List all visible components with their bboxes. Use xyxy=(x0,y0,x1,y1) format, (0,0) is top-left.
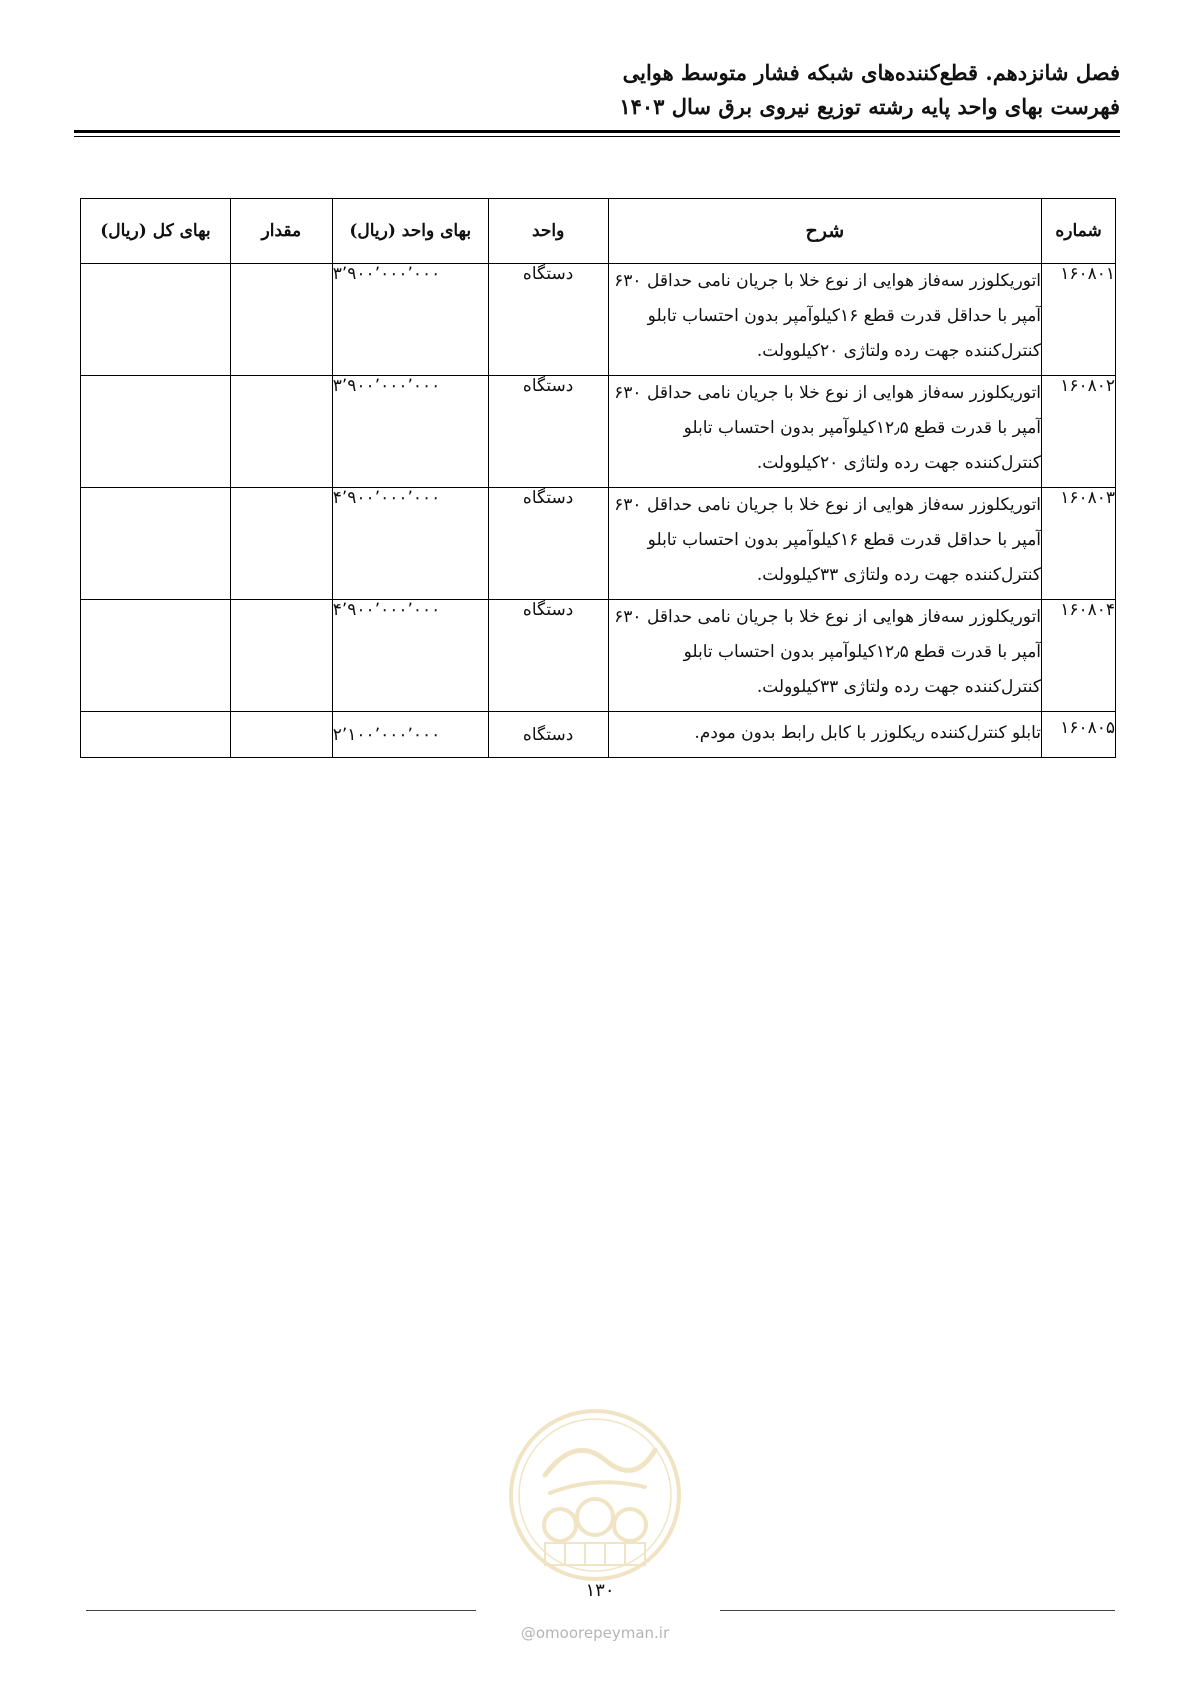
table-row xyxy=(81,600,1116,712)
table-row xyxy=(81,712,1116,758)
row-unit: دستگاه xyxy=(488,488,608,600)
table-row xyxy=(81,488,1116,600)
watermark-site: @omoorepeyman.ir xyxy=(520,1624,670,1642)
row-number: ۱۶۰۸۰۲ xyxy=(1042,376,1116,488)
watermark-logo xyxy=(505,1405,685,1585)
row-quantity xyxy=(230,488,332,600)
row-description: اتوریکلوزر سه‌فاز هوایی از نوع خلا با جریان نامی حداقل ۶۳۰ آمپر با قدرت قطع ۱۲٫۵کیلوآمپر بدون احتساب تابلو کنترل‌کننده جهت رده ولتاژی ۲۰کیلوولت. xyxy=(608,376,1041,488)
row-unit-price: ۴٬۹۰۰٬۰۰۰٬۰۰۰ xyxy=(332,488,488,600)
row-total-price xyxy=(81,712,231,758)
row-unit: دستگاه xyxy=(488,600,608,712)
row-quantity xyxy=(230,600,332,712)
row-description: تابلو کنترل‌کننده ریکلوزر با کابل رابط بدون مودم. xyxy=(608,712,1041,758)
row-number: ۱۶۰۸۰۴ xyxy=(1042,600,1116,712)
row-description: اتوریکلوزر سه‌فاز هوایی از نوع خلا با جریان نامی حداقل ۶۳۰ آمپر با حداقل قدرت قطع ۱۶کیلوآمپر بدون احتساب تابلو کنترل‌کننده جهت رده ولتاژی ۲۰کیلوولت. xyxy=(608,264,1041,376)
row-number: ۱۶۰۸۰۵ xyxy=(1042,712,1116,758)
row-number: ۱۶۰۸۰۱ xyxy=(1042,264,1116,376)
row-number: ۱۶۰۸۰۳ xyxy=(1042,488,1116,600)
footer-rule-right xyxy=(720,1610,1115,1611)
row-quantity xyxy=(230,264,332,376)
row-total-price xyxy=(81,264,231,376)
row-unit-price: ۴٬۹۰۰٬۰۰۰٬۰۰۰ xyxy=(332,600,488,712)
row-unit: دستگاه xyxy=(488,712,608,758)
row-unit-price: ۳٬۹۰۰٬۰۰۰٬۰۰۰ xyxy=(332,264,488,376)
row-total-price xyxy=(81,376,231,488)
row-unit: دستگاه xyxy=(488,376,608,488)
row-description: اتوریکلوزر سه‌فاز هوایی از نوع خلا با جریان نامی حداقل ۶۳۰ آمپر با حداقل قدرت قطع ۱۶کیلوآمپر بدون احتساب تابلو کنترل‌کننده جهت رده ولتاژی ۳۳کیلوولت. xyxy=(608,488,1041,600)
col-header-description: شرح xyxy=(608,199,1041,264)
price-table xyxy=(80,198,1116,758)
col-header-total-price: بهای کل (ریال) xyxy=(81,199,231,264)
row-total-price xyxy=(81,488,231,600)
row-unit-price: ۲٬۱۰۰٬۰۰۰٬۰۰۰ xyxy=(332,712,488,758)
col-header-unit-price: بهای واحد (ریال) xyxy=(332,199,488,264)
row-quantity xyxy=(230,376,332,488)
page-header xyxy=(74,56,1120,124)
row-unit-price: ۳٬۹۰۰٬۰۰۰٬۰۰۰ xyxy=(332,376,488,488)
book-title: فهرست بهای واحد پایه رشته توزیع نیروی برق سال ۱۴۰۳ xyxy=(619,94,1120,119)
col-header-number: شماره xyxy=(1042,199,1116,264)
table-header-row xyxy=(81,199,1116,264)
table-row xyxy=(81,264,1116,376)
footer-rule-left xyxy=(86,1610,476,1611)
row-description: اتوریکلوزر سه‌فاز هوایی از نوع خلا با جریان نامی حداقل ۶۳۰ آمپر با قدرت قطع ۱۲٫۵کیلوآمپر بدون احتساب تابلو کنترل‌کننده جهت رده ولتاژی ۳۳کیلوولت. xyxy=(608,600,1041,712)
table-row xyxy=(81,376,1116,488)
page-number: ۱۳۰ xyxy=(585,1580,615,1601)
row-total-price xyxy=(81,600,231,712)
header-rule-thin xyxy=(74,136,1120,137)
header-rule-thick xyxy=(74,130,1120,133)
col-header-quantity: مقدار xyxy=(230,199,332,264)
row-unit: دستگاه xyxy=(488,264,608,376)
chapter-title: فصل شانزدهم. قطع‌کننده‌های شبکه فشار متوسط هوایی xyxy=(622,60,1120,85)
row-quantity xyxy=(230,712,332,758)
col-header-unit: واحد xyxy=(488,199,608,264)
